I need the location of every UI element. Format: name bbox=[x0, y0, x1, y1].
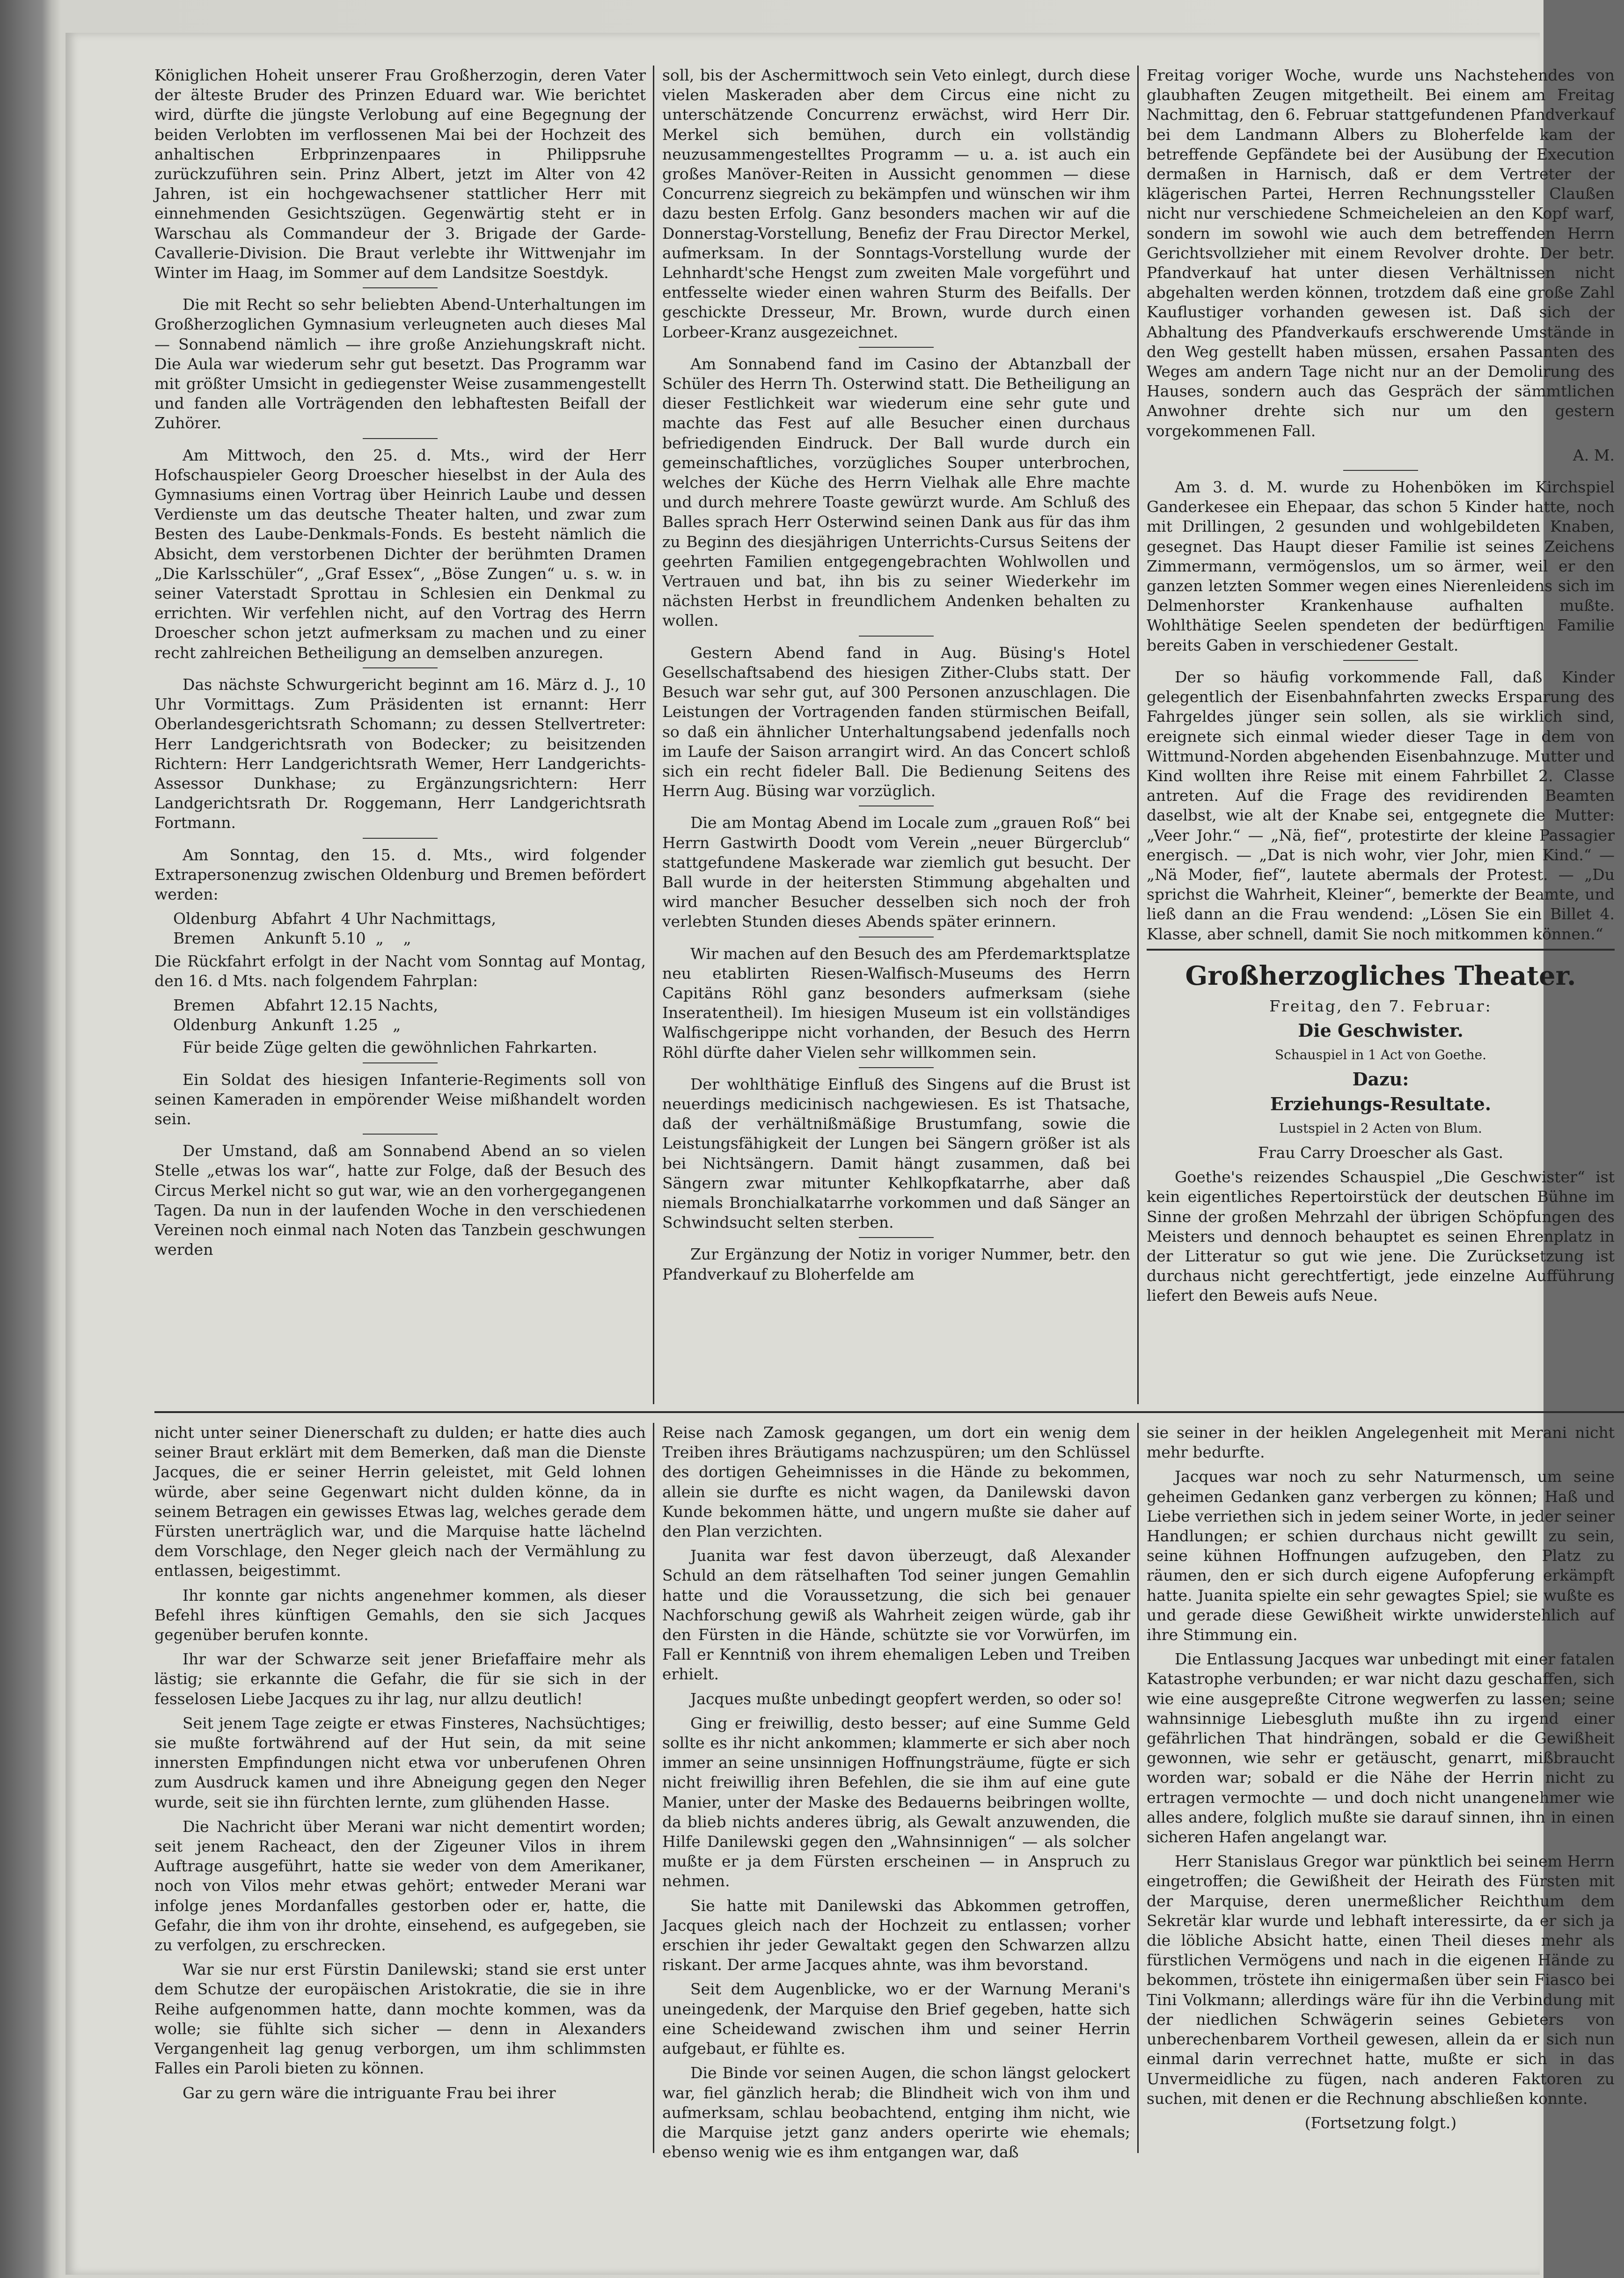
centered-line: Freitag, den 7. Februar: bbox=[1269, 996, 1492, 1015]
article-paragraph: Ein Soldat des hiesigen Infanterie-Regiments soll von seinen Kameraden in empörender Weise mißhandelt worden sein. bbox=[154, 1070, 646, 1128]
article-paragraph: sie seiner in der heiklen Angelegenheit mit Merani nicht mehr bedurfte. bbox=[1147, 1423, 1615, 1462]
article-paragraph: Die Entlassung Jacques war unbedingt mit einer fatalen Katastrophe verbunden; er war nicht dazu geschaffen, sich wie eine ausgepreßte Citrone wegwerfen zu lassen; seine wahnsinnige Liebesgluth mußte ihn zu irgend einer gefährlichen That hindrängen, sobald er die Gewißheit gewonnen, wie sehr er getäuscht, genarrt, mißbraucht worden war; sobald er die Nähe der Herrin nicht zu ertragen vermochte — und doch nicht unangenehmer wie alles andere, folglich mußte sie darauf sinnen, ihn in einen sicheren Hafen angelangt war. bbox=[1147, 1650, 1615, 1846]
column-divider bbox=[653, 1423, 654, 2153]
newspaper-page bbox=[66, 33, 1615, 2275]
top-column-2 bbox=[662, 66, 1130, 1404]
article-signature: A. M. bbox=[1573, 446, 1615, 464]
article-paragraph: Die Rückfahrt erfolgt in der Nacht vom Sonntag auf Montag, den 16. d Mts. nach folgendem Fahrplan: bbox=[154, 952, 646, 990]
article-paragraph: Reise nach Zamosk gegangen, um dort ein wenig dem Treiben ihres Bräutigams nachzuspüren; um den Schlüssel des dortigen Geheimnisses in die Hände zu bekommen, allein sie durfte es nicht wagen, da Danilewski davon Kunde bekommen hätte, und ungern mußte sie daher auf den Plan verzichten. bbox=[662, 1423, 1130, 1541]
article-separator bbox=[363, 667, 438, 668]
bottom-column-3 bbox=[1147, 1423, 1615, 2153]
centered-line: Dazu: bbox=[1352, 1069, 1409, 1090]
article-paragraph: Königlichen Hoheit unserer Frau Großherzogin, deren Vater der älteste Bruder des Prinzen Eduard war. Wie berichtet wird, dürfte die jüngste Verlobung auf eine Begegnung der beiden Verlobten im verflossenen Mai bei der Hochzeit des anhaltischen Erbprinzenpaares in Philippsruhe zurückzuführen sein. Prinz Albert, jetzt im Alter von 42 Jahren, ist ein hochgewachsener stattlicher Herr mit einnehmenden Gesichtszügen. Gegenwärtig steht er in Warschau als Commandeur der 3. Brigade der Garde-Cavallerie-Division. Die Braut verlebte ihr Wittwenjahr im Winter im Haag, im Sommer auf dem Landsitze Soestdyk. bbox=[154, 66, 646, 282]
article-paragraph: Wir machen auf den Besuch des am Pferdemarktsplatze neu etablirten Riesen-Walfisch-Museums des Herrn Capitäns Röhl ganz besonders aufmerksam (siehe Inseratentheil). Im hiesigen Museum ist ein vollständiges Walfischgerippe nicht vorhanden, der Besuch des Herrn Röhl dürfte daher Vielen sehr willkommen sein. bbox=[662, 944, 1130, 1062]
centered-line: Erziehungs-Resultate. bbox=[1270, 1093, 1492, 1114]
bottom-column-1 bbox=[154, 1423, 646, 2153]
article-separator bbox=[859, 1067, 934, 1068]
article-paragraph: Ihr konnte gar nichts angenehmer kommen, als dieser Befehl ihres künftigen Gemahls, den sie sich Jacques gegenüber berufen konnte. bbox=[154, 1586, 646, 1644]
article-separator bbox=[859, 636, 934, 637]
column-divider bbox=[653, 66, 654, 1404]
article-paragraph: Freitag voriger Woche, wurde uns Nachstehendes von glaubhaften Zeugen mitgetheilt. Bei einem am Freitag Nachmittag, den 6. Februar stattgefundenen Pfandverkauf bei dem Landmann Albers zu Bloherfelde kam der betreffende Gepfändete bei der Ausübung der Execution dermaßen in Harnisch, daß er dem Vertreter der klägerischen Partei, Herren Rechnungssteller Claußen nicht nur verschiedene Schmeicheleien an den Kopf warf, sondern im sowohl wie auch dem betreffenden Herrn Gerichtsvollzieher mit einem Revolver drohte. Der betr. Pfandverkauf hat unter diesen Verhältnissen nicht abgehalten werden können, trotzdem daß eine große Zahl Kauflustiger vorhanden gewesen ist. Daß sich der Abhaltung des Pfandverkaufs erschwerende Umstände in den Weg gestellt haben müssen, ersahen Passanten des Weges am andern Tage nicht nur an der Demolirung des Hauses, sondern auch das Gespräch der sämmtlichen Anwohner drehte sich nur um den gestern vorgekommenen Fall. bbox=[1147, 66, 1615, 440]
article-paragraph: Am Mittwoch, den 25. d. Mts., wird der Herr Hofschauspieler Georg Droescher hieselbst in der Aula des Gymnasiums einen Vortrag über Heinrich Laube und dessen Verdienste um das deutsche Theater halten, und zwar zum Besten des Laube-Denkmals-Fonds. Es besteht nämlich die Absicht, dem verstorbenen Dichter der berühmten Dramen „Die Karlsschüler“, „Graf Essex“, „Böse Zungen“ u. s. w. in seiner Vaterstadt Sprottau in Schlesien ein Denkmal zu errichten. Wir verfehlen nicht, auf den Vortrag des Herrn Droescher schon jetzt aufmerksam zu machen und zu einer recht zahlreichen Betheiligung an demselben anzuregen. bbox=[154, 446, 646, 662]
article-paragraph: Die am Montag Abend im Locale zum „grauen Roß“ bei Herrn Gastwirth Doodt vom Verein „neuer Bürgerclub“ stattgefundene Maskerade war ziemlich gut besucht. Der Ball wurde in der heitersten Stimmung abgehalten und wird mancher Besucher desselben sich noch der froh verlebten Stunden dieses Abends später erinnern. bbox=[662, 813, 1130, 931]
article-separator bbox=[363, 1134, 438, 1135]
article-separator bbox=[1343, 660, 1418, 661]
article-separator bbox=[363, 838, 438, 839]
train-schedule bbox=[154, 996, 646, 1035]
article-paragraph: Goethe's reizendes Schauspiel „Die Geschwister“ ist kein eigentliches Repertoirstück der deutschen Bühne im Sinne der großen Mehrzahl der übrigen Schöpfungen des Meisters und dennoch behauptet es seinen Ehrenplatz in der Litteratur so gut wie jene. Die Zurücksetzung ist durchaus nicht gerechtfertigt, jede einzelne Aufführung liefert den Beweis aufs Neue. bbox=[1147, 1168, 1615, 1305]
article-paragraph: Gestern Abend fand in Aug. Büsing's Hotel Gesellschaftsabend des hiesigen Zither-Clubs statt. Der Besuch war sehr gut, auf 300 Personen anzuschlagen. Die Leistungen der Vortragenden fanden stürmischen Beifall, so daß ein ähnlicher Unterhaltungsabend jedenfalls noch im Laufe der Saison arrangirt wird. An das Concert schloß sich ein recht fideler Ball. Die Bedienung Seitens des Herrn Aug. Büsing war vorzüglich. bbox=[662, 643, 1130, 800]
article-paragraph: Ihr war der Schwarze seit jener Briefaffaire mehr als lästig; sie erkannte die Gefahr, die für sie sich in der fesselosen Liebe Jacques zu ihr lag, nur allzu deutlich! bbox=[154, 1650, 646, 1708]
article-paragraph: nicht unter seiner Dienerschaft zu dulden; er hatte dies auch seiner Braut erklärt mit dem Bemerken, daß man die Dienste Jacques, die er seiner Herrin geleistet, mit Geld lohnen würde, aber seine Gegenwart nicht dulden könne, da in seinem Betragen ein gewisses Etwas lag, welches gerade dem Fürsten unerträglich war, und die Marquise hatte lächelnd dem Vorschlage, den Neger gleich nach der Vermählung zu entlassen, beigestimmt. bbox=[154, 1423, 646, 1580]
centered-line: Die Geschwister. bbox=[1298, 1019, 1463, 1041]
article-paragraph: Seit jenem Tage zeigte er etwas Finsteres, Nachsüchtiges; sie mußte fortwährend auf der Hut sein, da mit seine innersten Empfindungen nicht etwa vor unberufenen Ohren zum Ausdruck kamen und ihre Abneigung gegen den Neger wurde, seit sie ihn fürchten lernte, zum glühenden Hasse. bbox=[154, 1714, 646, 1811]
article-paragraph: soll, bis der Aschermittwoch sein Veto einlegt, durch diese vielen Maskeraden aber dem Circus eine nicht zu unterschätzende Concurrenz erwächst, wird Herr Dir. Merkel sich bemühen, durch ein vollständig neuzusammengestelltes Programm — u. a. ist auch ein großes Manöver-Reiten in Aussicht genommen — diese Concurrenz siegreich zu bekämpfen und wünschen wir ihm dazu besten Erfolg. Ganz besonders machen wir auf die Donnerstag-Vorstellung, Benefiz der Frau Director Merkel, aufmerksam. In der Sonntags-Vorstellung wurde der Lehnhardt'sche Hengst zum zweiten Male vorgeführt und entfesselte wieder einen wahren Sturm des Beifalls. Der geschickte Dresseur, Mr. Brown, wurde durch einen Lorbeer-Kranz ausgezeichnet. bbox=[662, 66, 1130, 341]
centered-line: Frau Carry Droescher als Gast. bbox=[1258, 1143, 1504, 1162]
article-paragraph: Am Sonntag, den 15. d. Mts., wird folgender Extrapersonenzug zwischen Oldenburg und Bremen befördert werden: bbox=[154, 845, 646, 903]
article-paragraph: War sie nur erst Fürstin Danilewski; stand sie erst unter dem Schutze der europäischen Aristokratie, die sie in ihre Reihe aufgenommen hatte, dann mochte kommen, was da wolle; sie fühlte sich sicher — denn in Alexanders Vergangenheit lag genug verborgen, um ihm schlimmsten Falles ein Paroli bieten zu können. bbox=[154, 1960, 646, 2078]
bottom-column-2 bbox=[662, 1423, 1130, 2161]
schedule-line: Bremen Abfahrt 12.15 Nachts, bbox=[173, 996, 439, 1014]
article-paragraph: Für beide Züge gelten die gewöhnlichen Fahrkarten. bbox=[183, 1038, 598, 1057]
article-paragraph: Am 3. d. M. wurde zu Hohenböken im Kirchspiel Ganderkesee ein Ehepaar, das schon 5 Kinder hatte, noch mit Drillingen, 2 gesunden und wohlgebildeten Knaben, gesegnet. Das Haupt dieser Familie ist seines Zeichens Zimmermann, vermögenslos, um so ärmer, weil er den ganzen letzten Sommer wegen eines Nierenleidens sich im Delmenhorster Krankenhause aufhalten mußte. Wohlthätige Seelen spendeten der bedürftigen Familie bereits Gaben in verschiedener Gestalt. bbox=[1147, 478, 1615, 654]
schedule-line: Bremen Ankunft 5.10 „ „ bbox=[173, 929, 411, 948]
article-paragraph: Am Sonnabend fand im Casino der Abtanzball der Schüler des Herrn Th. Osterwind statt. Die Betheiligung an dieser Festlichkeit war wiederum eine sehr gute und machte das Fest auf alle Besucher einen durchaus befriedigenden Eindruck. Der Ball wurde durch ein gemeinschaftliches, vorzügliches Souper unterbrochen, welches der Küche des Herrn Vielhak alle Ehre machte und durch mehrere Toaste gewürzt wurde. Am Schluß des Balles sprach Herr Osterwind seinen Dank aus für das ihm zu Beginn des diesjährigen Unterrichts-Cursus Seitens der geehrten Familien entgegengebrachten Wohlwollen und Vertrauen und bat, ihn bis zu seiner Wiederkehr im nächsten Herbst in freundlichem Andenken behalten zu wollen. bbox=[662, 354, 1130, 630]
article-paragraph: Jacques war noch zu sehr Naturmensch, um seine geheimen Gedanken ganz verbergen zu können; Haß und Liebe verriethen sich in jedem seiner Worte, in jeder seiner Handlungen; er schien durchaus nicht gewillt zu sein, seine kühnen Hoffnungen aufzugeben, den Platz zu räumen, den er sich durch eigene Aufopferung erkämpft hatte. Juanita spielte ein sehr gewagtes Spiel; sie wußte es und gerade diese Gewißheit wirkte unwiderstehlich auf ihre Stimmung ein. bbox=[1147, 1467, 1615, 1644]
article-paragraph: Der wohlthätige Einfluß des Singens auf die Brust ist neuerdings medicinisch nachgewiesen. Es ist Thatsache, daß der verhältnißmäßige Brustumfang, sowie die Leistungsfähigkeit der Lungen bei Sängern größer ist als bei Nichtsängern. Damit hängt zusammen, daß bei Sängern zwar mitunter Kehlkopfkatarrhe, aber daß niemals Bronchialkatarrhe vorkommen und daß Sänger an Schwindsucht selten sterben. bbox=[662, 1075, 1130, 1232]
heading-rule bbox=[1147, 949, 1615, 951]
schedule-line: Oldenburg Abfahrt 4 Uhr Nachmittags, bbox=[173, 909, 497, 928]
top-column-1 bbox=[154, 66, 646, 1404]
article-paragraph: Der Umstand, daß am Sonnabend Abend an so vielen Stelle „etwas los war“, hatte zur Folge, daß der Besuch des Circus Merkel nicht so gut war, wie an den vorhergegangenen Tagen. Da nun in der laufenden Woche in den verschiedenen Vereinen noch einmal nach Noten das Tanzbein geschwungen werden bbox=[154, 1142, 646, 1259]
article-paragraph: Gar zu gern wäre die intriguante Frau bei ihrer bbox=[183, 2083, 556, 2102]
article-separator bbox=[859, 347, 934, 348]
section-divider bbox=[154, 1411, 1624, 1413]
article-separator bbox=[1343, 470, 1418, 471]
article-paragraph: Ging er freiwillig, desto besser; auf eine Summe Geld sollte es ihr nicht ankommen; klammerte er sich aber noch immer an seine unsinnigen Hoffnungsträume, fügte er sich nicht freiwillig ihren Befehlen, die sie ihm auf eine gute Manier, unter der Maske des Bedauerns beibringen wollte, da blieb nichts anderes übrig, als Gewalt anzuwenden, die Hilfe Danilewski gegen den „Wahnsinnigen“ — als solcher mußte er ja dem Fürsten erscheinen — in Anspruch zu nehmen. bbox=[662, 1714, 1130, 1890]
top-column-3 bbox=[1147, 66, 1615, 1404]
article-paragraph: Juanita war fest davon überzeugt, daß Alexander Schuld an dem rätselhaften Tod seiner jungen Gemahlin hatte und die Voraussetzung, die sich bei genauer Nachforschung gewiß als Wahrheit zeigen würde, gab ihr den Fürsten in die Hände, schützte sie vor Vorwürfen, im Fall er Kenntniß von ihrem ehemaligen Leben und Treiben erhielt. bbox=[662, 1546, 1130, 1684]
article-paragraph: Seit dem Augenblicke, wo er der Warnung Merani's uneingedenk, der Marquise den Brief gegeben, hatte sich eine Scheidewand zwischen ihm und seiner Herrin aufgebaut, er fühlte es. bbox=[662, 1980, 1130, 2058]
article-separator bbox=[363, 438, 438, 439]
article-paragraph: Herr Stanislaus Gregor war pünktlich bei seinem Herrn eingetroffen; die Gewißheit der Heirath des Fürsten mit der Marquise, deren unermeßlicher Reichthum dem Sekretär klar wurde und lebhaft interessirte, da er sich ja die löbliche Absicht hatte, einen Theil dieses mehr als fürstlichen Vermögens und nach in die eigenen Hände zu bekommen, tröstete ihn einigermaßen über sein Fiasco bei Tini Volkmann; allerdings wäre für ihn die Verbindung mit der niedlichen Schwägerin seines Gebieters von unberechenbarem Vortheil gewesen, allein da er sich nun einmal darin verrechnet hatte, mußte er sich in das Unvermeidliche zu fügen, nach anderen Faktoren zu suchen, mit denen er die Rechnung abschließen konnte. bbox=[1147, 1852, 1615, 2108]
article-separator bbox=[859, 937, 934, 938]
schedule-line: Oldenburg Ankunft 1.25 „ bbox=[173, 1016, 401, 1034]
article-separator bbox=[363, 1062, 438, 1063]
article-paragraph: Zur Ergänzung der Notiz in voriger Nummer, betr. den Pfandverkauf zu Bloherfelde am bbox=[662, 1245, 1130, 1283]
column-divider bbox=[1137, 1423, 1139, 2153]
centered-line: Lustspiel in 2 Acten von Blum. bbox=[1279, 1120, 1482, 1136]
centered-line: (Fortsetzung folgt.) bbox=[1304, 2113, 1457, 2132]
column-divider bbox=[1137, 66, 1139, 1404]
article-paragraph: Sie hatte mit Danilewski das Abkommen getroffen, Jacques gleich nach der Hochzeit zu entlassen; vorher erschien ihr jeder Gewaltakt gegen den Schwarzen allzu riskant. Der arme Jacques ahnte, was ihm bevorstand. bbox=[662, 1896, 1130, 1974]
centered-line: Schauspiel in 1 Act von Goethe. bbox=[1274, 1047, 1487, 1063]
article-paragraph: Der so häufig vorkommende Fall, daß Kinder gelegentlich der Eisenbahnfahrten zwecks Ersparung des Fahrgeldes jünger sein sollen, als sie wirklich sind, ereignete sich einmal wieder dieser Tage in dem von Wittmund-Norden abgehenden Eisenbahnzuge. Mutter und Kind wollten ihre Reise mit einem Fahrbillet 2. Classe antreten. Auf die Frage des revidirenden Beamten daselbst, wie alt der Knabe sei, entgegnete die Mutter: „Veer Johr.“ — „Nä, fief“, protestirte der kleine Passagier energisch. — „Dat is nich wohr, vier Johr, mien Kind.“ — „Nä Moder, fief“, lautete abermals der Protest. — „Du sprichst die Wahrheit, Kleiner“, bemerkte der Beamte, und ließ dann an die Frau wendend: „Lösen Sie ein Billet 4. Klasse, aber schnell, damit Sie noch mitkommen können.“ bbox=[1147, 667, 1615, 943]
article-paragraph: Die mit Recht so sehr beliebten Abend-Unterhaltungen im Großherzoglichen Gymnasium verleugneten auch dieses Mal — Sonnabend nämlich — ihre große Anziehungskraft nicht. Die Aula war wiederum sehr gut besetzt. Das Programm war mit größter Umsicht in gediegenster Weise zusammengestellt und fanden alle Vorträgenden den lebhaftesten Beifall der Zuhörer. bbox=[154, 295, 646, 432]
article-separator bbox=[859, 1237, 934, 1238]
article-separator bbox=[363, 287, 438, 288]
article-paragraph: Die Binde vor seinen Augen, die schon längst gelockert war, fiel gänzlich herab; die Blindheit wich von ihm und aufmerksam, schlau beobachtend, entging ihm nicht, wie die Marquise jetzt ganz anders operirte wie ehemals; ebenso wenig wie es ihm entgangen war, daß bbox=[662, 2064, 1130, 2161]
article-paragraph: Die Nachricht über Merani war nicht dementirt worden; seit jenem Racheact, den der Zigeuner Vilos in ihrem Auftrage ausgeführt, hatte sie weder von dem Amerikaner, noch von Vilos mehr etwas gehört; entweder Merani war infolge jenes Mordanfalles gestorben oder er, hatte, die Gefahr, die ihm von ihr drohte, einsehend, es aufgegeben, sie zu verfolgen, zu erschrecken. bbox=[154, 1817, 646, 1955]
train-schedule bbox=[154, 909, 646, 948]
theater-heading: Großherzogliches Theater. bbox=[1185, 960, 1576, 991]
article-paragraph: Jacques mußte unbedingt geopfert werden, so oder so! bbox=[690, 1689, 1123, 1708]
article-paragraph: Das nächste Schwurgericht beginnt am 16. März d. J., 10 Uhr Vormittags. Zum Präsidenten ist ernannt: Herr Oberlandesgerichtsrath Schomann; zu dessen Stellvertreter: Herr Landgerichtsrath von Bodecker; zu beisitzenden Richtern: Herr Landgerichtsrath Wemer, Herr Landgerichts-Assessor Dunkhase; zu Ergänzungsrichtern: Herr Landgerichtsrath Dr. Roggemann, Herr Landgerichtsrath Fortmann. bbox=[154, 675, 646, 832]
